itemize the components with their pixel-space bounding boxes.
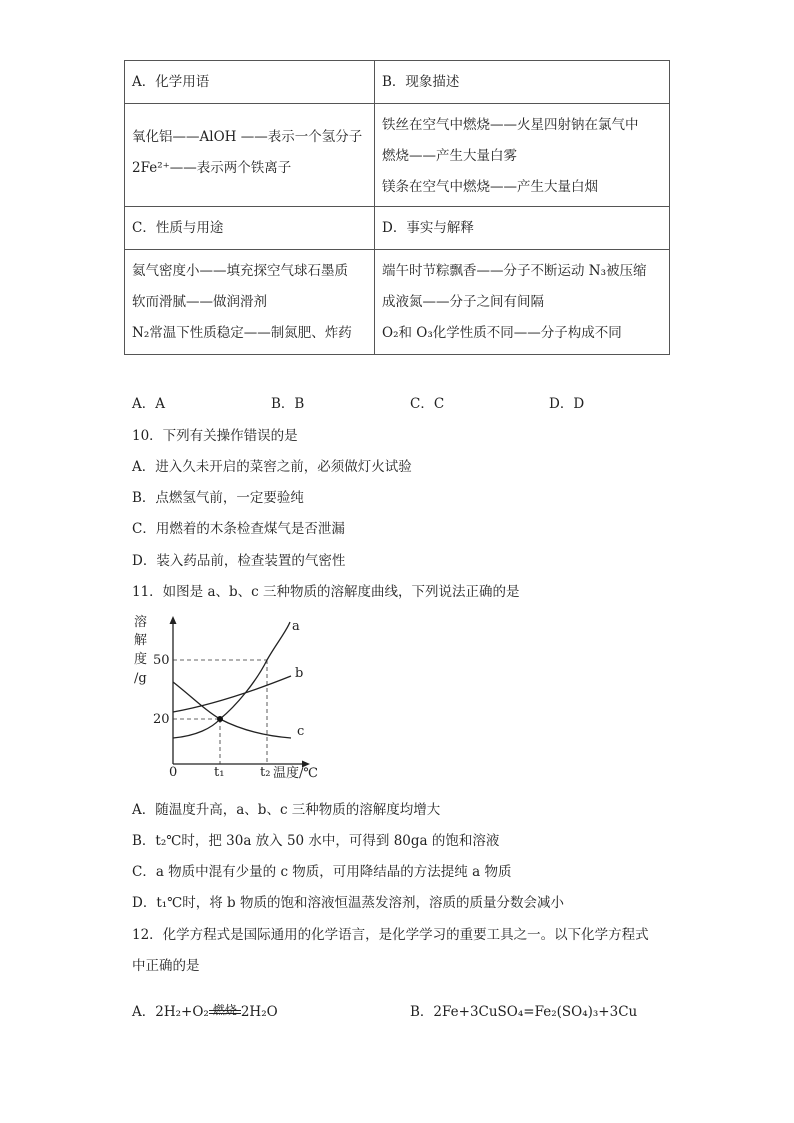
q10-stem: 10．下列有关操作错误的是 bbox=[132, 428, 298, 444]
cell-d-line-3: O₂和 O₃化学性质不同——分子构成不同 bbox=[382, 325, 622, 341]
curve-a bbox=[173, 622, 290, 738]
cell-c-content bbox=[125, 250, 375, 355]
x-axis-label: 温度/℃ bbox=[273, 766, 318, 781]
series-label-a: a bbox=[292, 619, 300, 634]
series-label-c: c bbox=[297, 724, 305, 739]
cell-c-line-1: 氦气密度小——填充探空气球石墨质 bbox=[132, 263, 348, 279]
cell-c-line-2: 软而滑腻——做润滑剂 bbox=[132, 294, 267, 310]
cell-c-line-3: N₂常温下性质稳定——制氮肥、炸药 bbox=[132, 325, 352, 341]
q9-option-b: B．B bbox=[271, 396, 305, 412]
q12-option-a-rhs: 2H₂O bbox=[240, 1004, 278, 1020]
cell-b-line-3: 镁条在空气中燃烧——产生大量白烟 bbox=[382, 179, 598, 195]
cell-b-line-2: 燃烧——产生大量白雾 bbox=[382, 148, 517, 164]
q9-option-d: D．D bbox=[549, 396, 585, 412]
intersection-point bbox=[217, 716, 223, 722]
curve-c bbox=[173, 682, 291, 738]
q11-option-c: C．a 物质中混有少量的 c 物质，可用降结晶的方法提纯 a 物质 bbox=[132, 864, 512, 880]
q9-option-c: C．C bbox=[410, 396, 445, 412]
q10-option-a: A．进入久未开启的菜窖之前，必须做灯火试验 bbox=[132, 459, 412, 475]
x-tick-t1: t₁ bbox=[214, 765, 225, 780]
q11-option-d: D．t₁℃时，将 b 物质的饱和溶液恒温蒸发溶剂，溶质的质量分数会减小 bbox=[132, 895, 564, 911]
cell-a-content bbox=[125, 104, 375, 207]
q11-option-b: B．t₂℃时，把 30a 放入 50 水中，可得到 80ga 的饱和溶液 bbox=[132, 833, 500, 849]
cell-b-header: B．现象描述 bbox=[375, 61, 670, 104]
q10-option-b: B．点燃氢气前，一定要验纯 bbox=[132, 490, 304, 506]
cell-d-line-1: 端午时节粽飘香——分子不断运动 N₃被压缩 bbox=[382, 263, 647, 279]
cell-d-header: D．事实与解释 bbox=[375, 207, 670, 250]
y-axis-label-2: 解 bbox=[134, 633, 148, 648]
q11-stem: 11．如图是 a、b、c 三种物质的溶解度曲线，下列说法正确的是 bbox=[132, 584, 520, 600]
y-axis-label-4: /g bbox=[134, 671, 147, 686]
x-tick-0: 0 bbox=[169, 765, 178, 780]
q10-option-d: D．装入药品前，检查装置的气密性 bbox=[132, 553, 346, 569]
q12-option-b: B．2Fe+3CuSO₄=Fe₂(SO₄)₃+3Cu bbox=[410, 1004, 638, 1020]
y-tick-20: 20 bbox=[153, 712, 170, 727]
q12-option-a-lhs: 2H₂+O₂ bbox=[155, 1004, 209, 1020]
q12-stem-line-1: 12．化学方程式是国际通用的化学语言，是化学学习的重要工具之一。以下化学方程式 bbox=[132, 927, 649, 943]
double-line-icon bbox=[209, 1010, 241, 1014]
x-tick-t2: t₂ bbox=[260, 765, 271, 780]
cell-a-line-2: 2Fe²⁺——表示两个铁离子 bbox=[132, 160, 292, 176]
cell-b-content bbox=[375, 104, 670, 207]
q12-option-a-prefix: A． bbox=[132, 1004, 156, 1020]
reaction-condition: 燃烧 bbox=[212, 1003, 237, 1017]
y-axis-arrow bbox=[170, 616, 177, 624]
question-9-table bbox=[124, 60, 670, 355]
q10-option-c: C．用燃着的木条检查煤气是否泄漏 bbox=[132, 521, 345, 537]
q11-option-a: A．随温度升高，a、b、c 三种物质的溶解度均增大 bbox=[132, 802, 441, 818]
cell-a-line-1: 氧化铝——AlOH ——表示一个氢分子 bbox=[132, 129, 363, 145]
y-axis-label-3: 度 bbox=[134, 652, 148, 667]
y-tick-50: 50 bbox=[153, 653, 170, 668]
q12-option-a bbox=[132, 1000, 278, 1020]
cell-d-line-2: 成液氮——分子之间有间隔 bbox=[382, 294, 544, 310]
solubility-chart bbox=[126, 614, 336, 784]
cell-a-header: A．化学用语 bbox=[125, 61, 375, 104]
q9-option-a: A．A bbox=[132, 396, 165, 412]
cell-b-line-1: 铁丝在空气中燃烧——火星四射钠在氯气中 bbox=[382, 117, 639, 133]
cell-c-header: C．性质与用途 bbox=[125, 207, 375, 250]
y-axis-label-1: 溶 bbox=[134, 615, 148, 630]
cell-d-content bbox=[375, 250, 670, 355]
q12-stem-line-2: 中正确的是 bbox=[132, 958, 200, 974]
series-label-b: b bbox=[295, 666, 304, 681]
curve-b bbox=[173, 676, 291, 712]
